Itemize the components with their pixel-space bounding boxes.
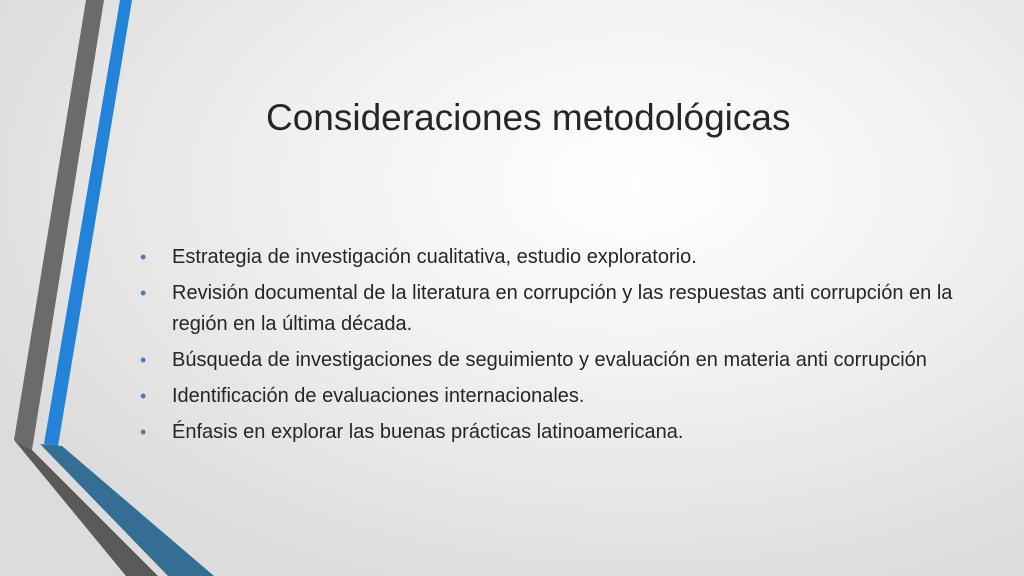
bullet-text: Énfasis en explorar las buenas prácticas latinoamericana. — [172, 421, 684, 443]
bullet-list — [136, 242, 966, 453]
bullet-item — [136, 278, 966, 340]
bullet-icon: • — [140, 283, 147, 303]
bullet-item — [136, 345, 966, 376]
bullet-icon: • — [140, 350, 147, 370]
bullet-text: Identificación de evaluaciones internacionales. — [172, 385, 585, 407]
bullet-item — [136, 417, 966, 448]
bullet-icon: • — [140, 422, 147, 442]
bullet-text: Estrategia de investigación cualitativa, estudio exploratorio. — [172, 246, 697, 268]
bullet-item — [136, 381, 966, 412]
gray-diagonal — [14, 440, 158, 576]
bullet-icon: • — [140, 386, 147, 406]
bullet-text: Revisión documental de la literatura en corrupción y las respuestas anti corrupción en la región en la última década. — [172, 282, 953, 335]
bullet-icon: • — [140, 247, 147, 267]
bullet-text: Búsqueda de investigaciones de seguimiento y evaluación en materia anti corrupción — [172, 349, 927, 371]
slide-title: Consideraciones metodológicas — [266, 97, 791, 138]
bullet-item — [136, 242, 966, 273]
